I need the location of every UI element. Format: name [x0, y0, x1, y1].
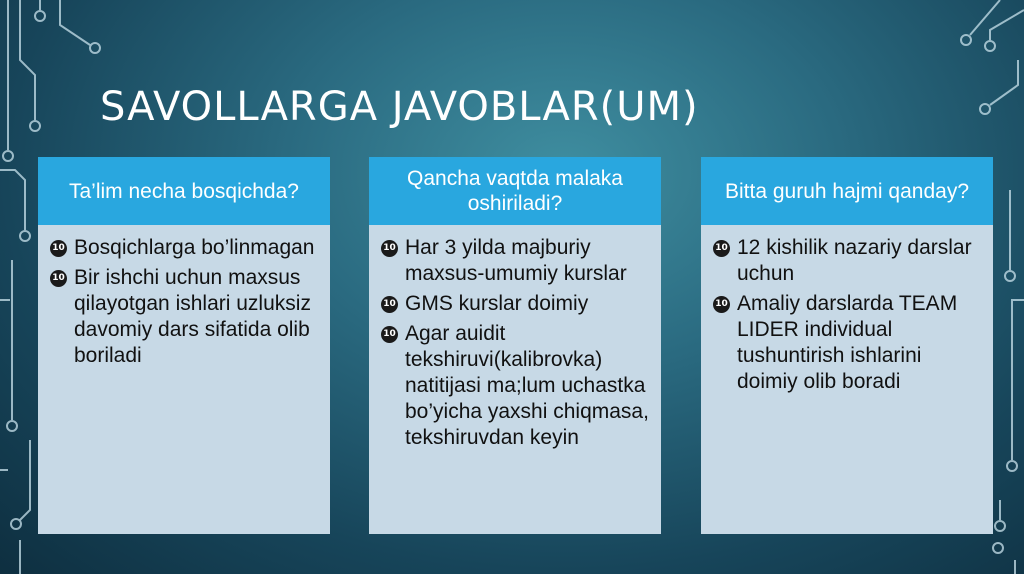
card-frequency [369, 157, 661, 534]
bullet-icon: 10 [713, 240, 730, 257]
list-item [381, 321, 651, 451]
answer-list [50, 235, 320, 369]
list-item-text: Amaliy darslarda TEAM LIDER individual tushuntirish ishlarini doimiy olib boradi [737, 292, 958, 393]
card-header: Qancha vaqtda malaka oshiriladi? [369, 157, 661, 225]
list-item [713, 291, 983, 395]
list-item-text: GMS kurslar doimiy [405, 292, 589, 315]
card-group-size [701, 157, 993, 534]
bullet-icon: 10 [381, 296, 398, 313]
answer-list [713, 235, 983, 395]
bullet-icon: 10 [50, 240, 67, 257]
list-item [713, 235, 983, 287]
bullet-icon: 10 [50, 270, 67, 287]
bullet-icon: 10 [713, 296, 730, 313]
list-item-text: Bosqichlarga bo’linmagan [74, 236, 315, 259]
list-item-text: Har 3 yilda majburiy maxsus-umumiy kurslar [405, 236, 627, 285]
bullet-icon: 10 [381, 240, 398, 257]
card-header: Bitta guruh hajmi qanday? [701, 157, 993, 225]
list-item [50, 265, 320, 369]
card-body [701, 225, 993, 534]
bullet-icon: 10 [381, 326, 398, 343]
list-item-text: Agar auidit tekshiruvi(kalibrovka) natitijasi ma;lum uchastka bo’yicha yaxshi chiqmasa, tekshiruvdan keyin [405, 322, 649, 449]
card-body [369, 225, 661, 534]
list-item-text: Bir ishchi uchun maxsus qilayotgan ishlari uzluksiz davomiy dars sifatida olib boriladi [74, 266, 311, 367]
list-item [381, 291, 651, 317]
list-item [381, 235, 651, 287]
card-stages [38, 157, 330, 534]
list-item [50, 235, 320, 261]
card-header: Ta’lim necha bosqichda? [38, 157, 330, 225]
card-body [38, 225, 330, 534]
page-title: SAVOLLARGA JAVOBLAR(UM) [100, 84, 699, 130]
answer-list [381, 235, 651, 451]
list-item-text: 12 kishilik nazariy darslar uchun [737, 236, 972, 285]
